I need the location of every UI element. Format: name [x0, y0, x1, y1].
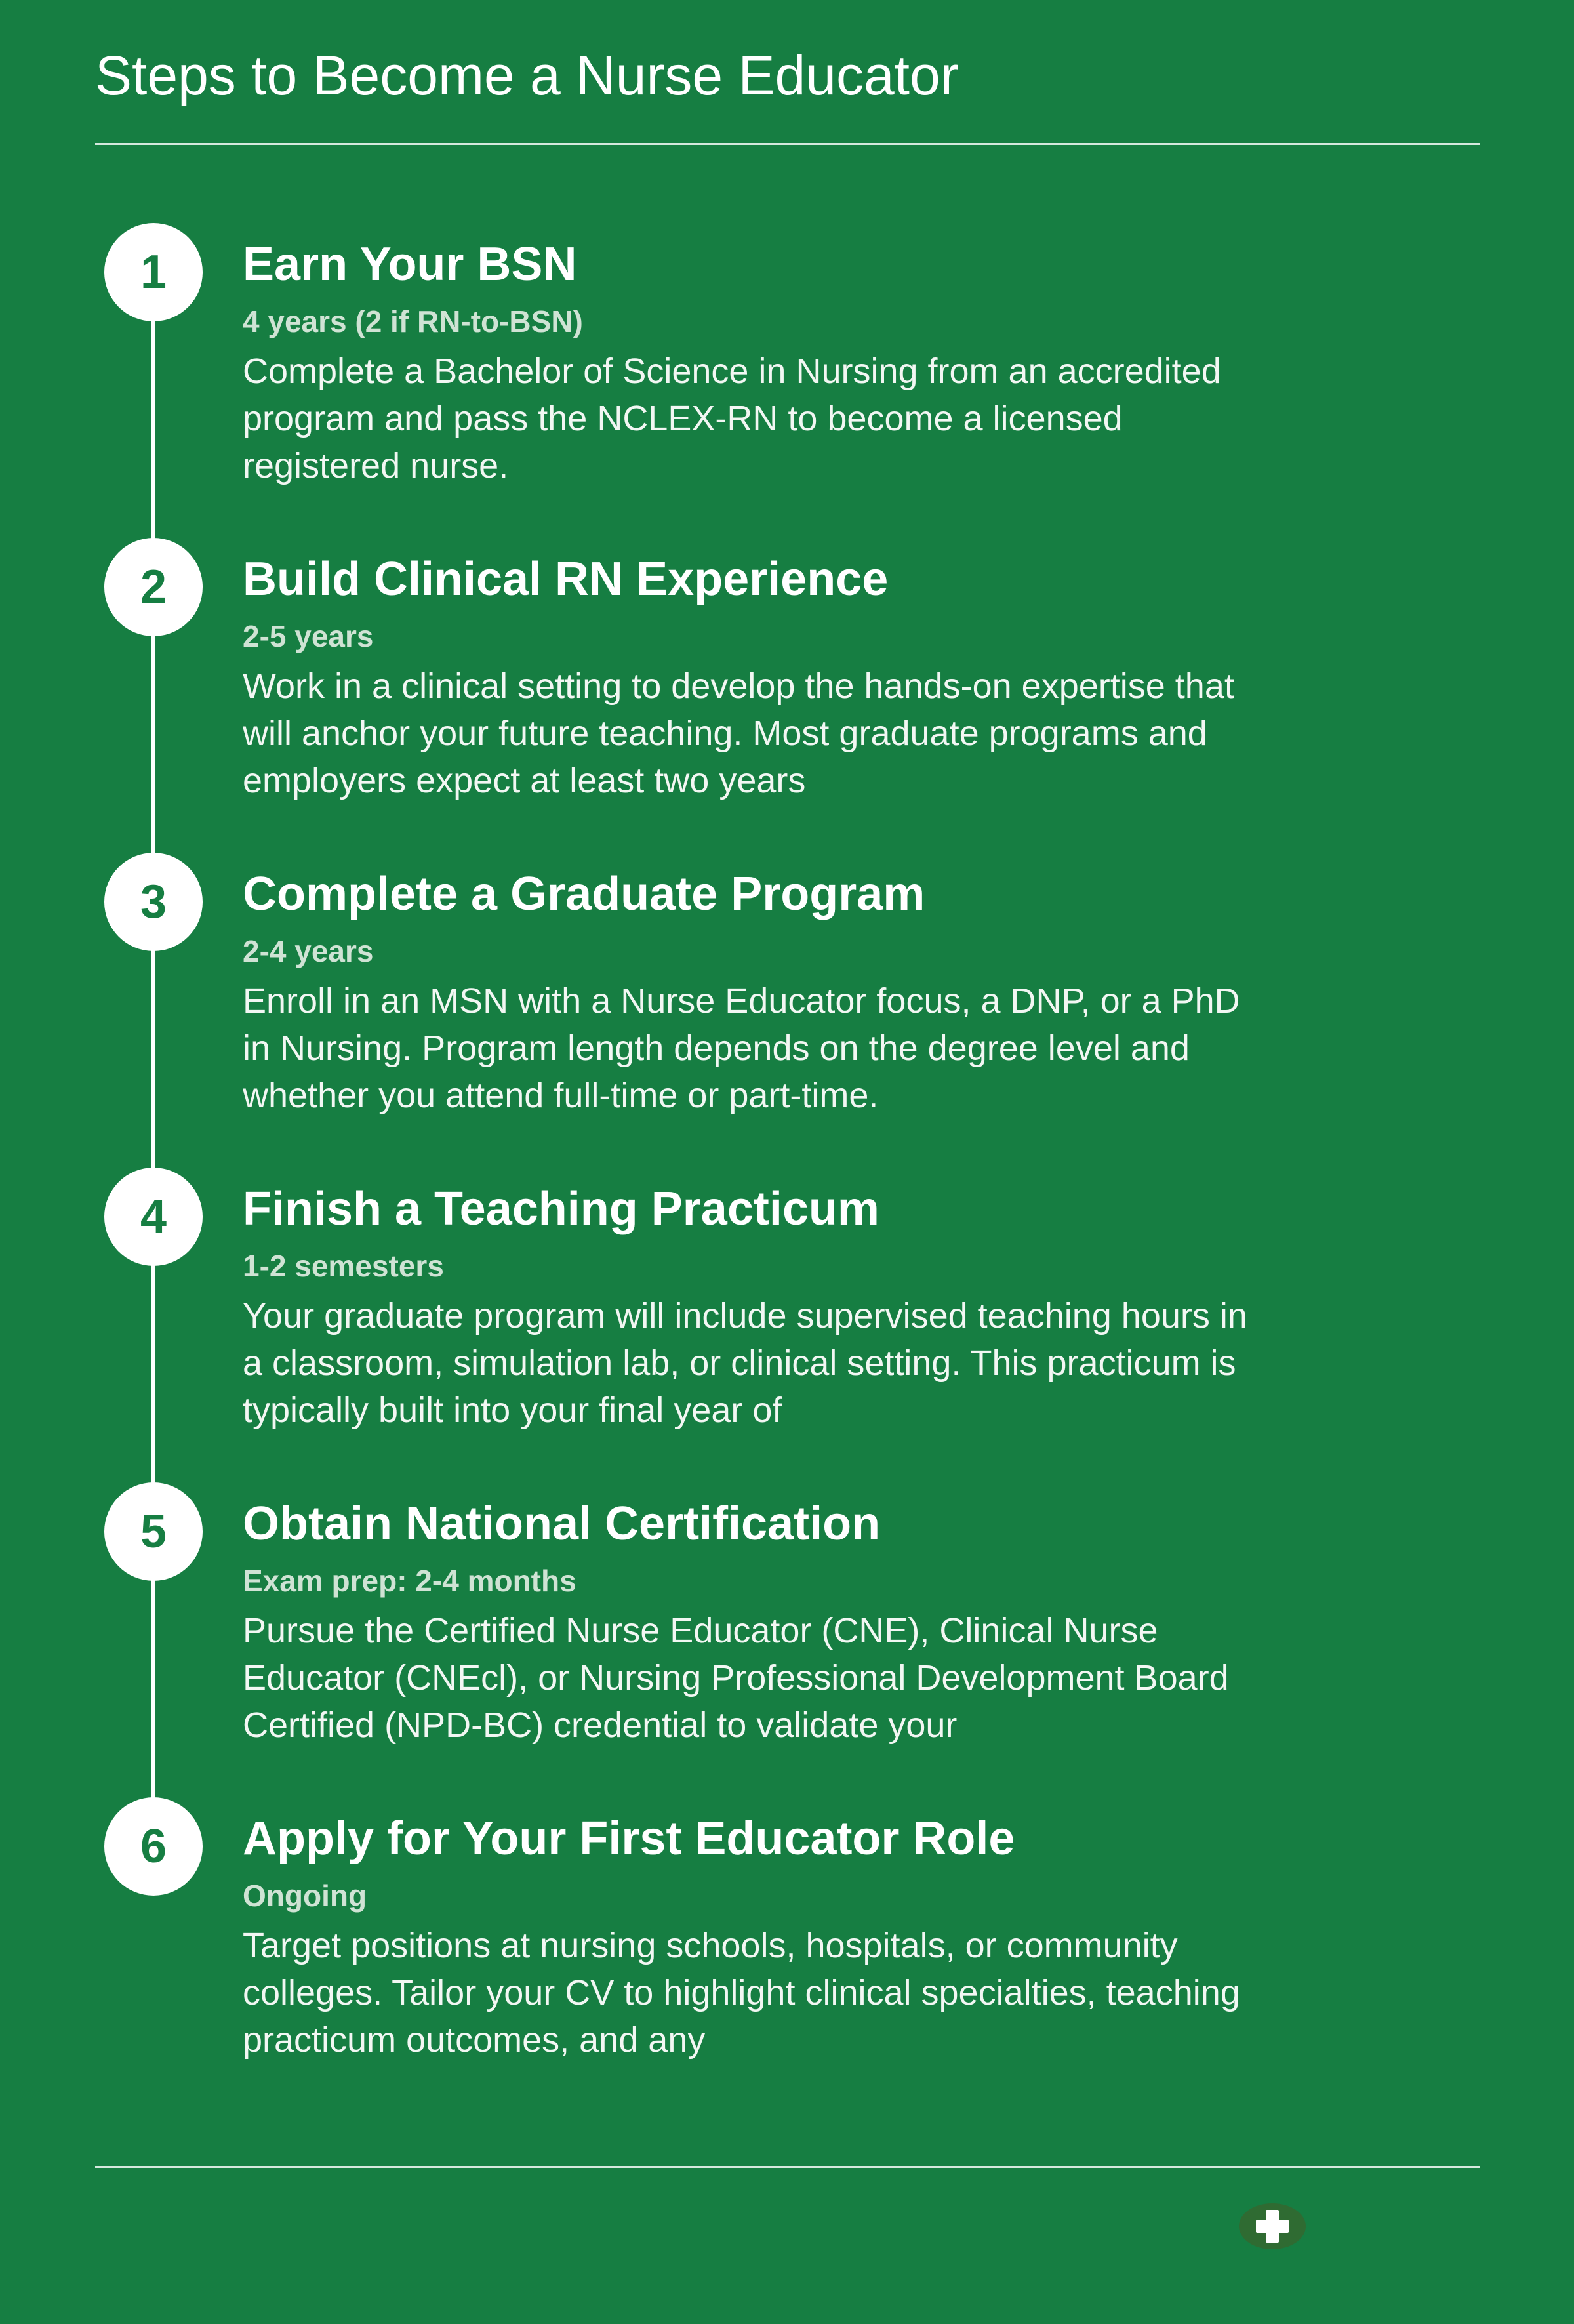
- step-number-badge: 5: [104, 1482, 203, 1581]
- step-number-badge: 6: [104, 1797, 203, 1896]
- medical-cross-icon: [1239, 2203, 1306, 2249]
- step-description: Complete a Bachelor of Science in Nursing from an accredited program and pass the NCLEX-RN to become a licensed registered nurse.: [243, 352, 1221, 485]
- step-number-badge: 4: [104, 1168, 203, 1266]
- step-title: Apply for Your First Educator Role: [243, 1812, 1015, 1865]
- step-title: Complete a Graduate Program: [243, 868, 925, 920]
- step-duration: 4 years (2 if RN-to-BSN): [243, 304, 583, 338]
- step-number-badge: 1: [104, 223, 203, 321]
- step-3: [0, 853, 1574, 1168]
- step-title: Build Clinical RN Experience: [243, 553, 889, 605]
- step-duration: 2-5 years: [243, 619, 374, 653]
- step-2: [0, 538, 1574, 853]
- step-number-badge: 2: [104, 538, 203, 636]
- step-6: [0, 1797, 1574, 2112]
- step-duration: 1-2 semesters: [243, 1249, 444, 1283]
- footer-divider: [95, 2166, 1480, 2168]
- step-duration: Exam prep: 2-4 months: [243, 1564, 576, 1598]
- step-duration: 2-4 years: [243, 934, 374, 968]
- header-divider: [95, 143, 1480, 145]
- step-description: Target positions at nursing schools, hospitals, or community colleges. Tailor your CV to highlight clinical specialties, teaching practicum outcomes, and any: [243, 1926, 1240, 2060]
- cross-horizontal-bar: [1256, 2220, 1289, 2233]
- step-number-badge: 3: [104, 853, 203, 951]
- step-5: [0, 1482, 1574, 1797]
- step-duration: Ongoing: [243, 1879, 367, 1913]
- step-description: Your graduate program will include supervised teaching hours in a classroom, simulation lab, or clinical setting. This practicum is typically built into your final year of: [243, 1296, 1247, 1430]
- step-title: Earn Your BSN: [243, 238, 577, 291]
- page-title: Steps to Become a Nurse Educator: [95, 45, 959, 106]
- step-description: Work in a clinical setting to develop the hands-on expertise that will anchor your future teaching. Most graduate programs and employers expect at least two years: [243, 666, 1234, 800]
- step-title: Finish a Teaching Practicum: [243, 1183, 879, 1235]
- step-4: [0, 1168, 1574, 1482]
- step-description: Pursue the Certified Nurse Educator (CNE), Clinical Nurse Educator (CNEcl), or Nursing Professional Development Board Certified (NPD-BC) credential to validate your: [243, 1611, 1229, 1745]
- step-1: [0, 223, 1574, 538]
- step-description: Enroll in an MSN with a Nurse Educator focus, a DNP, or a PhD in Nursing. Program length depends on the degree level and whether you attend full-time or part-time.: [243, 981, 1240, 1115]
- step-title: Obtain National Certification: [243, 1498, 881, 1550]
